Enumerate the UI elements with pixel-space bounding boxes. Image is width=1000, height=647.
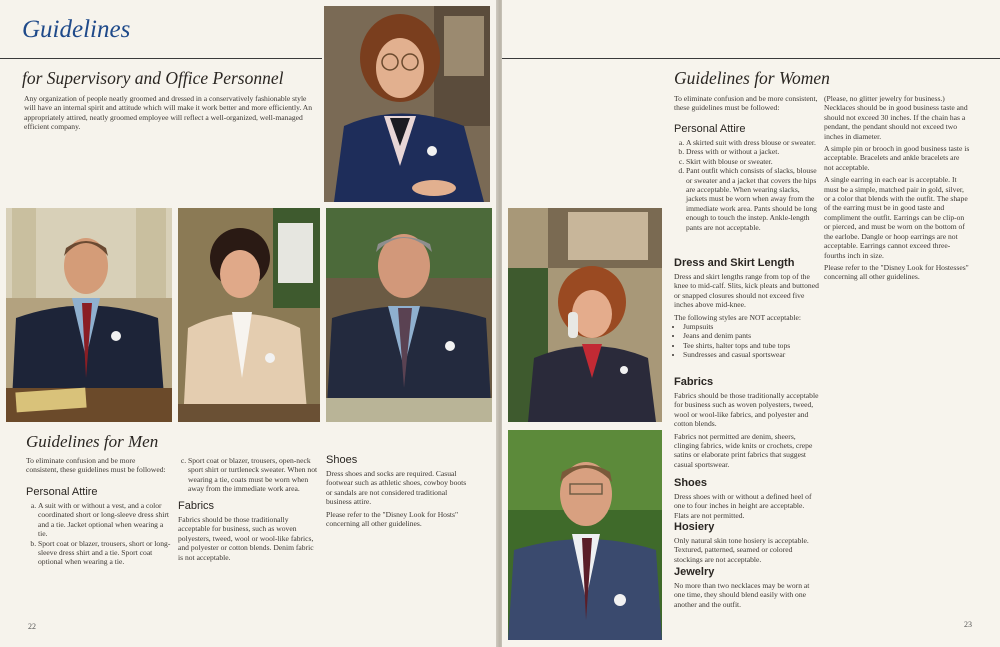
men-attire-item: b. Sport coat or blazer, trousers, short or long-sleeve dress shirt and a tie. Sport coat optional when wearing a tie. [38,539,171,567]
women-attire-list [674,138,820,232]
women-fabrics-heading: Fabrics [674,376,714,388]
women-ref-text: Please refer to the "Disney Look for Hostesses" concerning all other guidelines. [824,262,969,282]
men-shoes-heading: Shoes [326,454,358,466]
men-attire-heading: Personal Attire [26,486,98,498]
jewelry-text-cont: (Please, no glitter jewelry for business.) Necklaces should be in good business taste and should not exceed 30 inches. If the chain has a pendant, the pendant should not exceed two inches in diameter. [824,94,968,141]
men-attire-item: c. Sport coat or blazer, trousers, open-neck sport shirt or turtleneck sweater. When not wearing a tie, coats must be worn when away from the immediate work area. [188,456,318,494]
earring-text: A single earring in each ear is acceptable. It must be a simple, matched pair in gold, silver, or a color that blends with the outfit. The shape of the earring must be in good taste and compliment the outfit. Earrings can be clip-on or pierced, and must be worn on the bottom of the earlobe. Dangle or hoop earrings are not acceptable. Earrings cannot exceed three-fourths inch in size. [824,175,968,260]
men-fabrics-text: Fabrics should be those traditionally acceptable for business, such as woven polyesters, tweed, wool or wool-like fabrics, and polyester or cotton blends. Denim fabric is not acceptable. [178,515,314,562]
women-fabrics-text-2: Fabrics not permitted are denim, sheers, clinging fabrics, wide knits or crochets, crepe satins or elaborate print fabrics that suggest casual sportswear. [674,431,813,469]
not-acceptable-item: • Jeans and denim pants [683,331,820,340]
page-number: 22 [28,622,36,631]
right-page [502,0,1000,647]
jewelry-heading: Jewelry [674,566,715,578]
women-attire-heading: Personal Attire [674,123,746,135]
not-acceptable-item: • Jumpsuits [683,322,820,331]
not-acceptable-item: • Sundresses and casual sportswear [683,350,820,359]
men-shoes-col [326,469,470,531]
length-text: Dress and skirt lengths range from top of the knee to mid-calf. Slits, kick pleats and buttoned or snapped closures should not exceed five inches above mid-knee. [674,272,819,310]
men-shoes-ref: Please refer to the "Disney Look for Hosts" concerning all other guidelines. [326,509,459,529]
left-page [0,0,498,647]
men-attire-list-cont [176,456,318,494]
title-rule [0,58,322,59]
photo-man-desk [6,208,172,422]
women-fabrics-text-1: Fabrics should be those traditionally acceptable for business such as woven polyesters, tweed, wool or wool-like fabrics, and polyester and cotton blends. [674,391,819,429]
women-col-2 [674,94,818,116]
women-shoes-text: Dress shoes with or without a defined heel of one to four inches in height are acceptable. Flats are not permitted. [674,492,812,520]
women-intro: To eliminate confusion and be more consistent, these guidelines must be followed: [674,94,818,113]
length-block [674,272,820,360]
page-title: Guidelines [22,16,131,43]
women-shoes-heading: Shoes [674,477,708,489]
photo-man-gray [326,208,492,422]
pin-brooch-text: A simple pin or brooch in good business taste is acceptable. Bracelets and ankle bracelets are not acceptable. [824,144,970,172]
photo-woman-beige [178,208,320,422]
men-attire-list [26,501,171,567]
women-col-3 [824,94,970,285]
men-fabrics-heading: Fabrics [178,500,215,512]
not-acceptable-intro: The following styles are NOT acceptable: [674,312,802,322]
men-shoes-text: Dress shoes and socks are required. Casual footwear such as athletic shoes, cowboy boots or sandals are not considered traditional business attire. [326,469,467,507]
intro-paragraph: Any organization of people neatly groomed and dressed in a conservatively fashionable style will have an internal spirit and attitude which will make it work better and more efficiently. An appropriately attired, neatly groomed employee will reflect a well-organized, well-managed efficient company. [24,94,313,132]
women-attire-item: c. Skirt with blouse or sweater. [686,157,820,166]
women-attire-item: b. Dress with or without a jacket. [686,147,820,156]
photo-man-outdoor [508,430,662,640]
subtitle: for Supervisory and Office Personnel [22,68,284,88]
jewelry-text: No more than two necklaces may be worn at one time, they should blend easily with one another and the outfit. [674,581,810,609]
women-fabrics-block [674,391,820,472]
photo-woman-phone [508,208,662,422]
top-rule [502,58,1000,59]
photo-rule [324,58,498,59]
men-intro: To eliminate confusion and be more consistent, these guidelines must be followed: [26,456,166,475]
not-acceptable-item: • Tee shirts, halter tops and tube tops [683,341,820,350]
women-attire-item: a. A skirted suit with dress blouse or sweater. [686,138,820,147]
women-heading: Guidelines for Women [674,68,830,88]
hosiery-text: Only natural skin tone hosiery is acceptable. Textured, patterned, seamed or colored stockings are not acceptable. [674,536,809,564]
hosiery-heading: Hosiery [674,521,715,533]
length-heading: Dress and Skirt Length [674,257,795,269]
women-attire-item: d. Pant outfit which consists of slacks, blouse or sweater and a jacket that covers the hips are acceptable. When wearing slacks, jackets must be worn when away from the immediate work area. Pants should be long enough to touch the instep. Ankle-length pants are not acceptable. [686,166,820,232]
page-number: 23 [964,620,972,629]
photo-woman-glasses [324,6,490,202]
men-attire-item: a. A suit with or without a vest, and a color coordinated short or long-sleeve dress shirt and a tie. Jacket optional when wearing a tie. [38,501,171,539]
men-heading: Guidelines for Men [26,432,159,451]
